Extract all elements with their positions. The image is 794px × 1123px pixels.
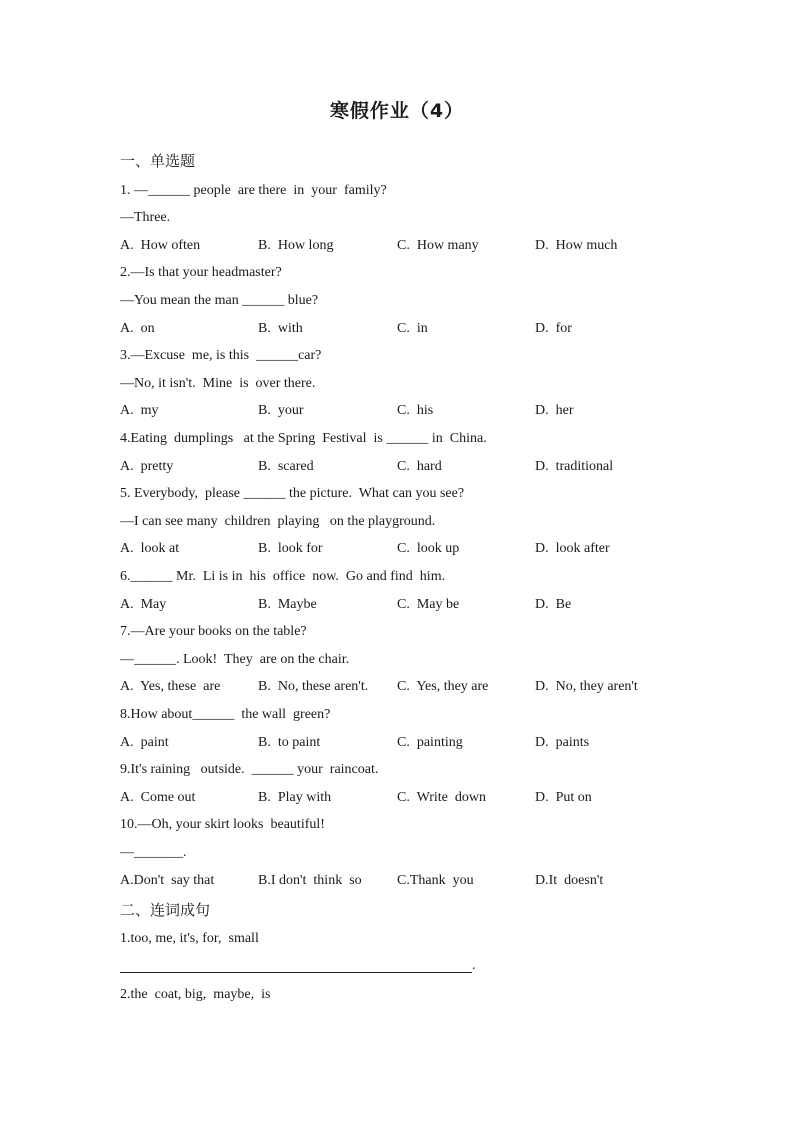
option-c[interactable]: C. hard	[397, 459, 442, 474]
option-d[interactable]: D. Be	[535, 597, 572, 612]
question-3-answer-line: —No, it isn't. Mine is over there.	[120, 376, 316, 391]
option-b[interactable]: B. with	[258, 321, 303, 336]
question-1-stem: 1. —______ people are there in your family?	[120, 183, 387, 198]
question-2-stem: 2.—Is that your headmaster?	[120, 265, 282, 280]
option-c[interactable]: C. May be	[397, 597, 460, 612]
question-6-stem: 6.______ Mr. Li is in his office now. Go and find him.	[120, 569, 446, 584]
question-5-stem: 5. Everybody, please ______ the picture. What can you see?	[120, 486, 465, 501]
option-d[interactable]: D. her	[535, 403, 574, 418]
option-c[interactable]: C. How many	[397, 238, 479, 253]
option-b[interactable]: B. your	[258, 403, 304, 418]
sentence-item-2: 2.the coat, big, maybe, is	[120, 987, 271, 1002]
option-d[interactable]: D. traditional	[535, 459, 614, 474]
option-a[interactable]: A. look at	[120, 541, 180, 556]
answer-blank-terminator: .	[472, 958, 476, 973]
option-a[interactable]: A. Come out	[120, 790, 196, 805]
question-10-answer-line: —_______.	[120, 845, 187, 860]
option-a[interactable]: A. May	[120, 597, 167, 612]
option-d[interactable]: D. How much	[535, 238, 618, 253]
question-10-options	[0, 871, 794, 891]
option-b[interactable]: B.I don't think so	[258, 873, 362, 888]
question-7-stem: 7.—Are your books on the table?	[120, 624, 307, 639]
question-8-stem: 8.How about______ the wall green?	[120, 707, 331, 722]
option-b[interactable]: B. scared	[258, 459, 314, 474]
option-a[interactable]: A. my	[120, 403, 159, 418]
option-c[interactable]: C. in	[397, 321, 428, 336]
section-heading-multiple-choice: 一、单选题	[120, 152, 196, 170]
option-c[interactable]: C.Thank you	[397, 873, 474, 888]
question-1-options	[0, 236, 794, 256]
option-b[interactable]: B. How long	[258, 238, 334, 253]
question-3-stem: 3.—Excuse me, is this ______car?	[120, 348, 322, 363]
question-7-options	[0, 677, 794, 697]
option-b[interactable]: B. Maybe	[258, 597, 317, 612]
question-5-answer-line: —I can see many children playing on the playground.	[120, 514, 436, 529]
option-a[interactable]: A. on	[120, 321, 155, 336]
question-6-options	[0, 595, 794, 615]
option-b[interactable]: B. to paint	[258, 735, 321, 750]
option-d[interactable]: D.It doesn't	[535, 873, 604, 888]
option-d[interactable]: D. No, they aren't	[535, 679, 638, 694]
option-a[interactable]: A.Don't say that	[120, 873, 215, 888]
question-3-options	[0, 401, 794, 421]
option-c[interactable]: C. painting	[397, 735, 463, 750]
section-heading-sentence-building: 二、连词成句	[120, 901, 211, 919]
page-title: 寒假作业（4）	[329, 100, 465, 122]
option-c[interactable]: C. Yes, they are	[397, 679, 489, 694]
option-d[interactable]: D. for	[535, 321, 572, 336]
question-1-answer-line: —Three.	[120, 210, 171, 225]
option-a[interactable]: A. pretty	[120, 459, 174, 474]
answer-blank-1[interactable]	[120, 972, 472, 973]
question-4-stem: 4.Eating dumplings at the Spring Festival is ______ in China.	[120, 431, 487, 446]
option-c[interactable]: C. look up	[397, 541, 460, 556]
option-a[interactable]: A. paint	[120, 735, 169, 750]
option-d[interactable]: D. Put on	[535, 790, 592, 805]
question-9-options	[0, 788, 794, 808]
question-9-stem: 9.It's raining outside. ______ your raincoat.	[120, 762, 379, 777]
option-d[interactable]: D. look after	[535, 541, 610, 556]
option-b[interactable]: B. No, these aren't.	[258, 679, 369, 694]
question-2-answer-line: —You mean the man ______ blue?	[120, 293, 319, 308]
question-8-options	[0, 733, 794, 753]
option-a[interactable]: A. How often	[120, 238, 201, 253]
question-5-options	[0, 539, 794, 559]
option-c[interactable]: C. his	[397, 403, 434, 418]
option-a[interactable]: A. Yes, these are	[120, 679, 221, 694]
question-10-stem: 10.—Oh, your skirt looks beautiful!	[120, 817, 325, 832]
option-c[interactable]: C. Write down	[397, 790, 487, 805]
option-b[interactable]: B. look for	[258, 541, 323, 556]
option-b[interactable]: B. Play with	[258, 790, 332, 805]
question-7-answer-line: —______. Look! They are on the chair.	[120, 652, 350, 667]
question-2-options	[0, 319, 794, 339]
sentence-item-1: 1.too, me, it's, for, small	[120, 931, 259, 946]
option-d[interactable]: D. paints	[535, 735, 590, 750]
question-4-options	[0, 457, 794, 477]
